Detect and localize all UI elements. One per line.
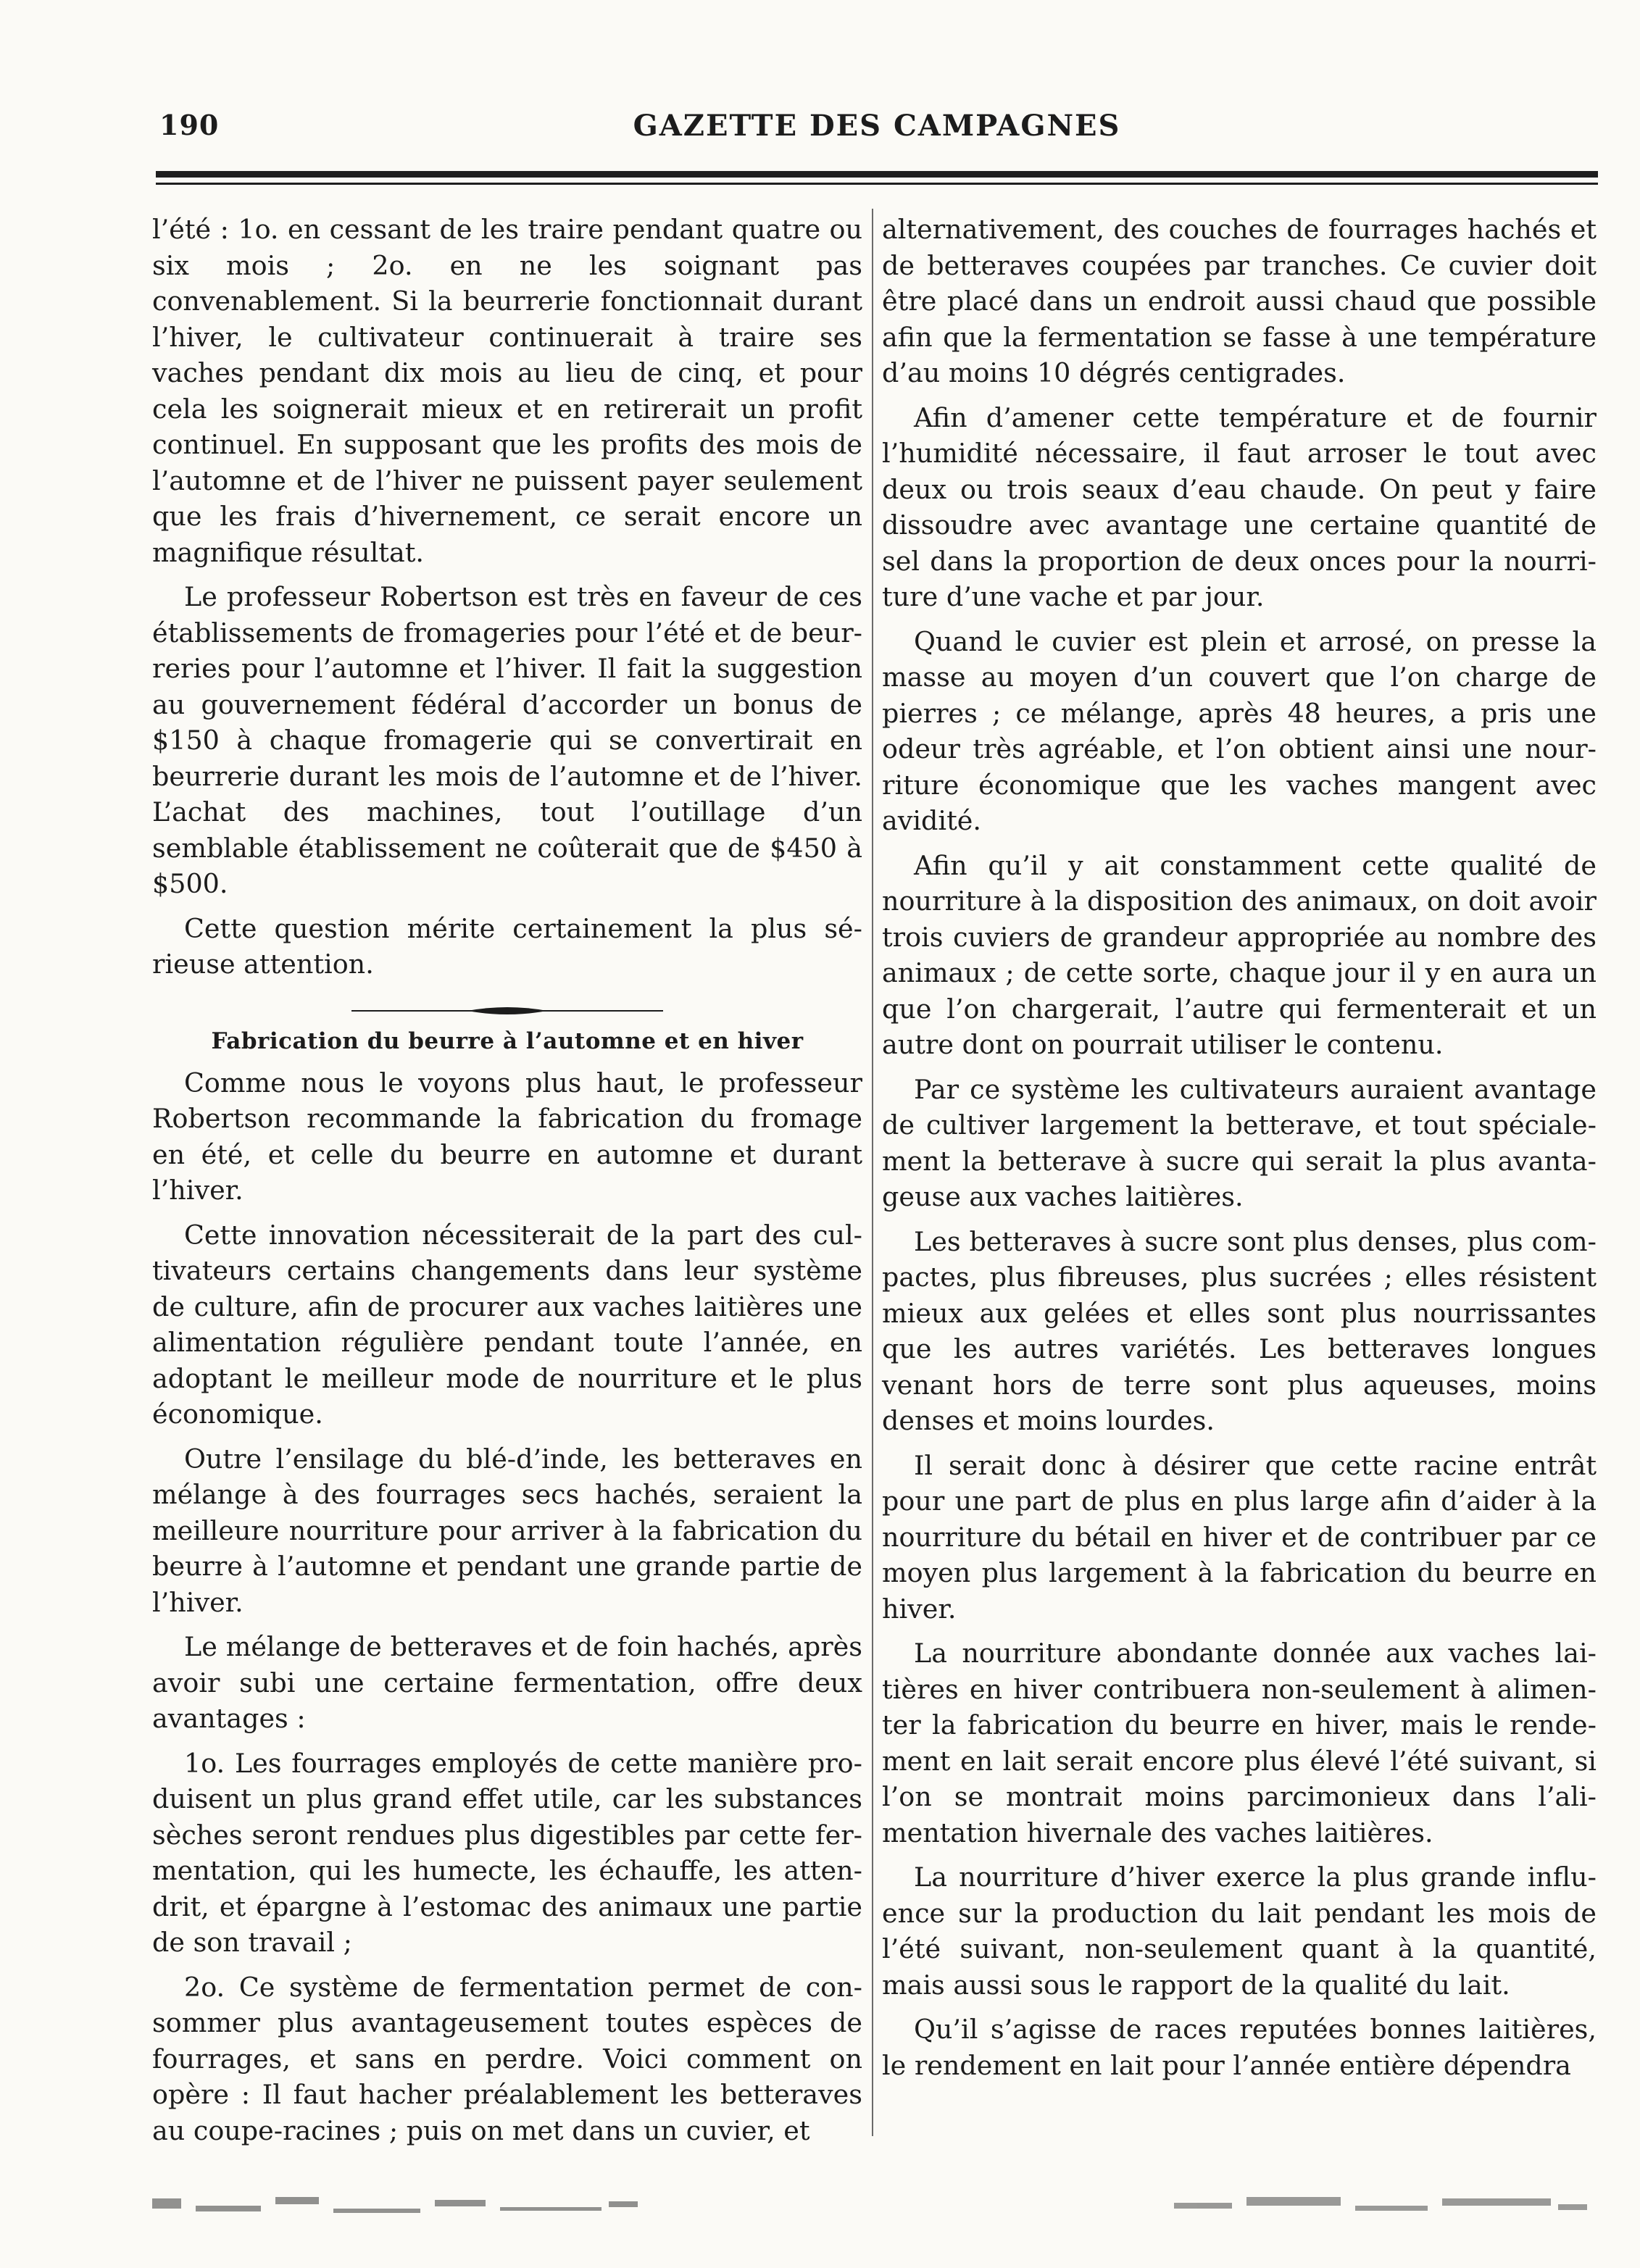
- paragraph: 2o. Ce système de fermentation permet de consommer plus avantageusement toutes espèces de fourrages, et sans en perdre. Voici comment on opère : Il faut hacher préalablement les betteraves au coupe-racines ; puis on met dans un cuvier, et: [152, 1971, 862, 2146]
- paragraph: Cette innovation nécessiterait de la part des cultivateurs certains changements dans leur système de culture, afin de procurer aux vaches laitières une alimentation régulière pendant toute l’année, en adoptant le meilleur mode de nourriture et le plus économique.: [152, 1219, 862, 1430]
- paragraph: Afin d’amener cette température et de fournir l’humidité nécessaire, il faut arroser le tout avec deux ou trois seaux d’eau chaude. On peut y faire dissoudre avec avantage une certaine quantité de sel dans la proportion de deux onces pour la nourriture d’une vache et par jour.: [882, 401, 1597, 612]
- paragraph: Quand le cuvier est plein et arrosé, on presse la masse au moyen d’un couvert que l’on charge de pierres ; ce mélange, après 48 heures, a pris une odeur très agréable, et l’on obtient ainsi une nourriture économique que les vaches mangent avec avidité.: [882, 625, 1597, 836]
- paragraph: Il serait donc à désirer que cette racine entrât pour une part de plus en plus large afin d’aider à la nourriture du bétail en hiver et de contribuer par ce moyen plus largement à la fabrication du beurre en hiver.: [882, 1449, 1597, 1625]
- paragraph: Les betteraves à sucre sont plus denses, plus compactes, plus fibreuses, plus sucrées ; elles résistent mieux aux gelées et elles sont plus nourrissantes que les autres variétés. Les betteraves longues venant hors de terre sont plus aqueuses, moins denses et moins lourdes.: [882, 1225, 1597, 1436]
- section-heading: Fabrication du beurre à l’automne et en hiver: [211, 1027, 804, 1054]
- paragraph: 1o. Les fourrages employés de cette manière produisent un plus grand effet utile, car les substances sèches seront rendues plus digestibles par cette fermentation, qui les humecte, les échauffe, les attendrit, et épargne à l’estomac des animaux une partie de son travail ;: [152, 1747, 862, 1958]
- scan-noise-left: [145, 2184, 652, 2235]
- paragraph: Qu’il s’agisse de races reputées bonnes laitières, le rendement en lait pour l’année entière dépendra: [882, 2014, 1597, 2081]
- paragraph: Outre l’ensilage du blé-d’inde, les betteraves en mélange à des fourrages secs hachés, seraient la meilleure nourriture pour arriver à la fabrication du beurre à l’automne et pendant une grande partie de l’hiver.: [152, 1443, 862, 1618]
- paragraph: Comme nous le voyons plus haut, le professeur Robertson recommande la fabrication du fromage en été, et celle du beurre en automne et durant l’hiver.: [152, 1067, 862, 1206]
- running-title: GAZETTE DES CAMPAGNES: [633, 109, 1121, 143]
- page-number: 190: [159, 109, 220, 141]
- paragraph: l’été : 1o. en cessant de les traire pendant quatre ou six mois ; 2o. en ne les soignant pas convenablement. Si la beurrerie fonctionnait durant l’hiver, le cultivateur continuerait à traire ses vaches pendant dix mois au lieu de cinq, et pour cela les soignerait mieux et en retirerait un profit continuel. En supposant que les profits des mois de l’automne et de l’hiver ne puissent payer seulement que les frais d’hivernement, ce serait encore un magnifique résultat.: [152, 214, 862, 568]
- header-rule-thick: [156, 171, 1598, 178]
- paragraph: La nourriture abondante donnée aux vaches laitières en hiver contribuera non-seulement à alimenter la fabrication du beurre en hiver, mais le rendement en lait serait encore plus élevé l’été suivant, si l’on se montrait moins parcimonieux dans l’alimentation hivernale des vaches laitières.: [882, 1638, 1597, 1848]
- page-header: [159, 109, 1594, 152]
- paragraph: Afin qu’il y ait constamment cette qualité de nourriture à la disposition des animaux, on doit avoir trois cuviers de grandeur appropriée au nombre des animaux ; de cette sorte, chaque jour il y en aura un que l’on chargerait, l’autre qui fermenterait et un autre dont on pourrait utiliser le contenu.: [882, 849, 1597, 1060]
- paragraph: alternativement, des couches de fourrages hachés et de betteraves coupées par tranches. Ce cuvier doit être placé dans un endroit aussi chaud que possible afin que la fermentation se fasse à une température d’au moins 10 dégrés centigrades.: [882, 214, 1597, 388]
- right-column: [882, 212, 1597, 2092]
- scan-noise-right: [1160, 2184, 1594, 2235]
- paragraph: Le professeur Robertson est très en faveur de ces établissements de fromageries pour l’été et de beurreries pour l’automne et l’hiver. Il fait la suggestion au gouvernement fédéral d’accorder un bonus de $150 à chaque fromagerie qui se convertirait en beurrerie durant les mois de l’automne et de l’hiver. L’achat des machines, tout l’outillage d’un semblable établissement ne coûterait que de $450 à $500.: [152, 581, 862, 899]
- section-divider-ornament: [351, 1001, 663, 1020]
- paragraph: Cette question mérite certainement la plus sérieuse attention.: [152, 912, 862, 980]
- left-column: [152, 212, 862, 2157]
- paragraph: Par ce système les cultivateurs auraient avantage de cultiver largement la betterave, et tout spécialement la betterave à sucre qui serait la plus avantageuse aux vaches laitières.: [882, 1073, 1597, 1212]
- column-divider: [872, 209, 873, 2136]
- header-rule-thin: [156, 183, 1598, 185]
- paragraph: Le mélange de betteraves et de foin hachés, après avoir subi une certaine fermentation, offre deux avantages :: [152, 1631, 862, 1734]
- paragraph: La nourriture d’hiver exerce la plus grande influence sur la production du lait pendant les mois de l’été suivant, non-seulement quant à la quantité, mais aussi sous le rapport de la qualité du lait.: [882, 1861, 1597, 2001]
